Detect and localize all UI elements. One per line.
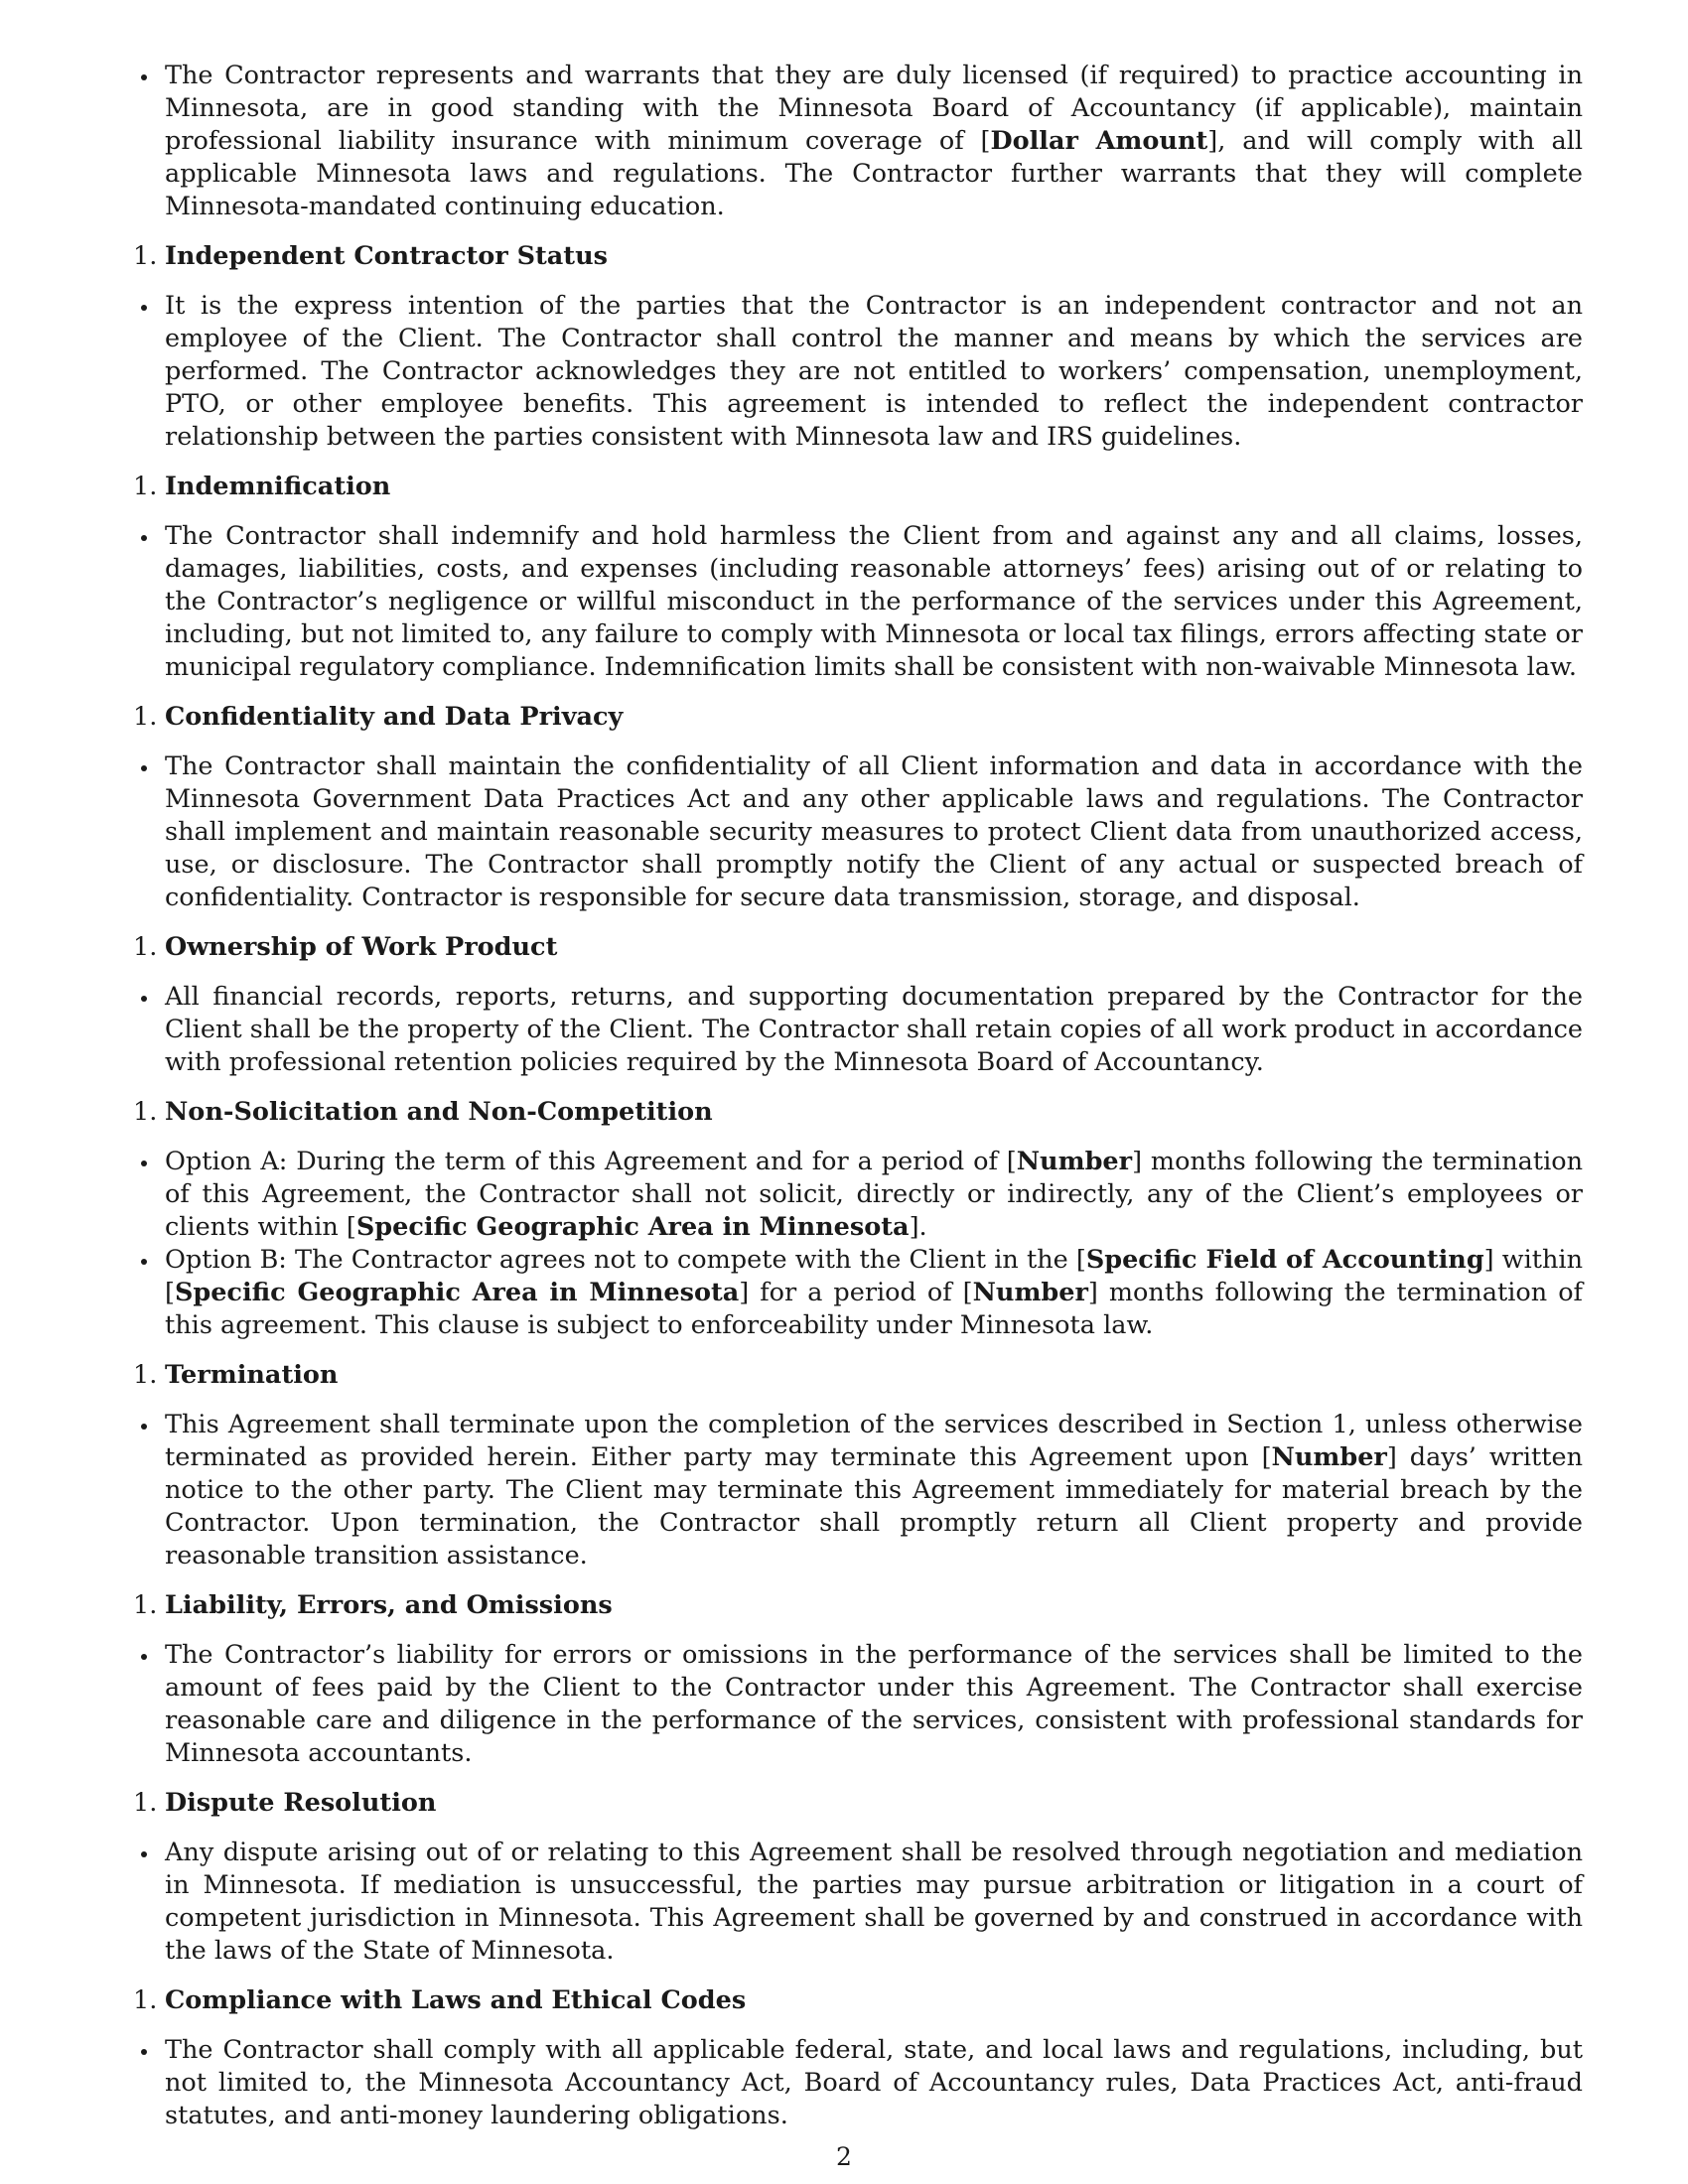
placeholder-field: Specific Geographic Area in Minnesota bbox=[355, 1212, 910, 1242]
section-heading bbox=[133, 1359, 1583, 1392]
section-title: Compliance with Laws and Ethical Codes bbox=[165, 1985, 747, 2015]
bullet-paragraph bbox=[165, 981, 1583, 1079]
text-run: The Contractor represents and warrants that they are duly licensed (if required) to practice accounting in Minnesota, are in good standing with the Minnesota Board of Accountancy (if applicable), maintain professional liability insurance with minimum coverage of [ bbox=[165, 61, 1583, 156]
section-number: 1. bbox=[133, 241, 158, 271]
text-run: The Contractor shall maintain the confidentiality of all Client information and data in accordance with the Minnesota Government Data Practices Act and any other applicable laws and regulations. The Contractor shall implement and maintain reasonable security measures to protect Client data from unauthorized access, use, or disclosure. The Contractor shall promptly notify the Client of any actual or suspected breach of confidentiality. Contractor is responsible for secure data transmission, storage, and disposal. bbox=[165, 751, 1583, 912]
bullet-paragraph bbox=[165, 1244, 1583, 1342]
bullet-list bbox=[165, 1409, 1583, 1572]
placeholder-field: Number bbox=[972, 1278, 1088, 1307]
document-body bbox=[133, 60, 1584, 2149]
bullet-paragraph bbox=[165, 60, 1583, 223]
section-heading bbox=[133, 1096, 1583, 1129]
text-run: ] months following the termination of this agreement. This clause is subject to enforceability under Minnesota law. bbox=[165, 1278, 1583, 1340]
section-number: 1. bbox=[133, 1360, 158, 1390]
section-number: 1. bbox=[133, 472, 158, 501]
section-heading bbox=[133, 471, 1583, 503]
bullet-list bbox=[165, 1837, 1583, 1968]
section-number: 1. bbox=[133, 932, 158, 962]
section-heading bbox=[133, 1787, 1583, 1820]
bullet-paragraph bbox=[165, 1409, 1583, 1572]
bullet-paragraph bbox=[165, 751, 1583, 914]
text-run: The Contractor shall indemnify and hold harmless the Client from and against any and all claims, losses, damages, liabilities, costs, and expenses (including reasonable attorneys’ fees) arising out of or relating to the Contractor’s negligence or willful misconduct in the performance of the services under this Agreement, including, but not limited to, any failure to comply with Minnesota or local tax filings, errors affecting state or municipal regulatory compliance. Indemnification limits shall be consistent with non-waivable Minnesota law. bbox=[165, 521, 1583, 682]
bullet-list bbox=[165, 981, 1583, 1079]
section-heading bbox=[133, 240, 1583, 273]
text-run: This Agreement shall terminate upon the completion of the services described in Section 1, unless otherwise terminated as provided herein. Either party may terminate this Agreement upon [ bbox=[165, 1410, 1583, 1472]
section-number: 1. bbox=[133, 1097, 158, 1127]
placeholder-field: Number bbox=[1271, 1442, 1387, 1472]
bullet-list bbox=[165, 1146, 1583, 1342]
section-title: Confidentiality and Data Privacy bbox=[165, 702, 624, 732]
text-run: All financial records, reports, returns, and supporting documentation prepared by the Contractor for the Client shall be the property of the Client. The Contractor shall retain copies of all work product in accordance with professional retention policies required by the Minnesota Board of Accountancy. bbox=[165, 982, 1583, 1077]
bullet-list bbox=[165, 1639, 1583, 1770]
section-number: 1. bbox=[133, 1590, 158, 1620]
section-number: 1. bbox=[133, 702, 158, 732]
section-title: Ownership of Work Product bbox=[165, 932, 558, 962]
section-title: Termination bbox=[165, 1360, 339, 1390]
bullet-paragraph bbox=[165, 1146, 1583, 1244]
bullet-paragraph bbox=[165, 290, 1583, 454]
section-heading bbox=[133, 1589, 1583, 1622]
bullet-list bbox=[165, 60, 1583, 223]
bullet-list bbox=[165, 2034, 1583, 2132]
text-run: Option A: During the term of this Agreement and for a period of [ bbox=[165, 1147, 1017, 1176]
placeholder-field: Specific Field of Accounting bbox=[1085, 1245, 1484, 1275]
page-number: 2 bbox=[836, 2142, 852, 2171]
bullet-paragraph bbox=[165, 1639, 1583, 1770]
section-heading bbox=[133, 931, 1583, 964]
placeholder-field: Specific Geographic Area in Minnesota bbox=[174, 1278, 740, 1307]
section-number: 1. bbox=[133, 1788, 158, 1818]
bullet-paragraph bbox=[165, 1837, 1583, 1968]
text-run: ] days’ written notice to the other party. The Client may terminate this Agreement immediately for material breach by the Contractor. Upon termination, the Contractor shall promptly return all Client property and provide reasonable transition assistance. bbox=[165, 1442, 1584, 1570]
bullet-paragraph bbox=[165, 520, 1583, 684]
placeholder-field: Dollar Amount bbox=[990, 126, 1208, 156]
text-run: ], and will comply with all applicable Minnesota laws and regulations. The Contractor further warrants that they will complete Minnesota-mandated continuing education. bbox=[165, 126, 1583, 221]
text-run: ] months following the termination of this Agreement, the Contractor shall not solicit, directly or indirectly, any of the Client’s employees or clients within [ bbox=[165, 1147, 1583, 1242]
bullet-paragraph bbox=[165, 2034, 1583, 2132]
bullet-list bbox=[165, 290, 1583, 454]
section-title: Independent Contractor Status bbox=[165, 241, 608, 271]
section-title: Indemnification bbox=[165, 472, 391, 501]
text-run: The Contractor’s liability for errors or omissions in the performance of the services shall be limited to the amount of fees paid by the Client to the Contractor under this Agreement. The Contractor shall exercise reasonable care and diligence in the performance of the services, consistent with professional standards for Minnesota accountants. bbox=[165, 1640, 1583, 1768]
bullet-list bbox=[165, 520, 1583, 684]
section-title: Non-Solicitation and Non-Competition bbox=[165, 1097, 713, 1127]
section-title: Liability, Errors, and Omissions bbox=[165, 1590, 613, 1620]
text-run: ] for a period of [ bbox=[739, 1278, 973, 1307]
text-run: It is the express intention of the parties that the Contractor is an independent contractor and not an employee of the Client. The Contractor shall control the manner and means by which the services are performed. The Contractor acknowledges they are not entitled to workers’ compensation, unemployment, PTO, or other employee benefits. This agreement is intended to reflect the independent contractor relationship between the parties consistent with Minnesota law and IRS guidelines. bbox=[165, 291, 1583, 452]
section-heading bbox=[133, 701, 1583, 734]
section-number: 1. bbox=[133, 1985, 158, 2015]
bullet-list bbox=[165, 751, 1583, 914]
text-run: ] within [ bbox=[165, 1245, 1583, 1307]
section-heading bbox=[133, 1984, 1583, 2017]
text-run: The Contractor shall comply with all applicable federal, state, and local laws and regulations, including, but not limited to, the Minnesota Accountancy Act, Board of Accountancy rules, Data Practices Act, anti-fraud statutes, and anti-money laundering obligations. bbox=[165, 2035, 1583, 2130]
placeholder-field: Number bbox=[1016, 1147, 1133, 1176]
text-run: Any dispute arising out of or relating to this Agreement shall be resolved through negotiation and mediation in Minnesota. If mediation is unsuccessful, the parties may pursue arbitration or litigation in a court of competent jurisdiction in Minnesota. This Agreement shall be governed by and construed in accordance with the laws of the State of Minnesota. bbox=[165, 1838, 1583, 1966]
section-title: Dispute Resolution bbox=[165, 1788, 437, 1818]
text-run: Option B: The Contractor agrees not to compete with the Client in the [ bbox=[165, 1245, 1086, 1275]
text-run: ]. bbox=[909, 1212, 927, 1242]
